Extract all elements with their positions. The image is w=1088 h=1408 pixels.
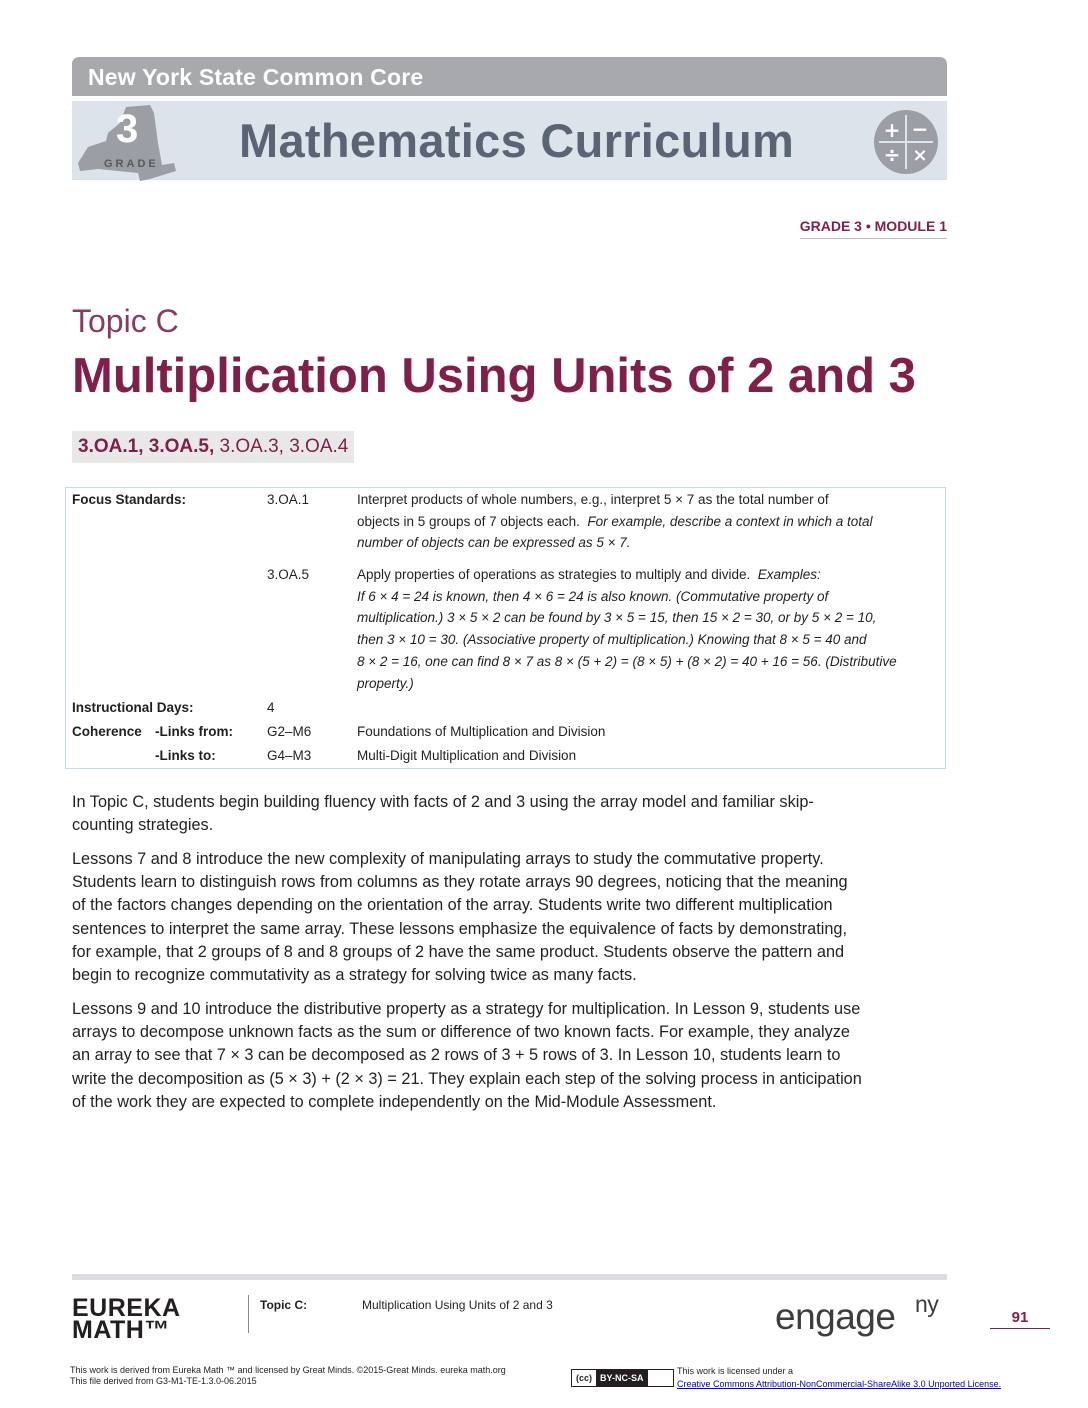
paragraph-line: begin to recognize commutativity as a strategy for solving twice as many facts. xyxy=(72,966,637,985)
creative-commons-badge[interactable]: (cc) BY-NC-SA xyxy=(571,1369,674,1387)
focus-standards-label: Focus Standards: xyxy=(72,492,187,507)
other-standards-codes: 3.OA.3, 3.OA.4 xyxy=(219,436,349,457)
paragraph-line: an array to see that 7 × 3 can be decomposed as 2 rows of 3 + 5 rows of 3. In Lesson 10, students learn to xyxy=(72,1046,841,1065)
svg-text:×: × xyxy=(912,145,928,166)
standard-text: 8 × 2 = 16, one can find 8 × 7 as 8 × (5 + 2) = (8 × 5) + (8 × 2) = 40 + 16 = 56. (Distributive xyxy=(357,654,897,669)
standard-text: property.) xyxy=(357,676,414,691)
banner-title: New York State Common Core xyxy=(88,64,424,90)
links-to-text: Multi-Digit Multiplication and Division xyxy=(357,748,577,763)
file-source-line: This file derived from G3-M1-TE-1.3.0-06.2015 xyxy=(70,1376,257,1386)
math-operations-icon xyxy=(873,109,939,175)
focus-standards-table xyxy=(65,487,946,769)
standard-text: objects in 5 groups of 7 objects each. For example, describe a context in which a total xyxy=(357,514,873,529)
instructional-days-value: 4 xyxy=(267,700,275,715)
paragraph-line: write the decomposition as (5 × 3) + (2 × 3) = 21. They explain each step of the solving process in anticipation xyxy=(72,1069,862,1088)
curriculum-title: Mathematics Curriculum xyxy=(239,114,795,167)
topic-label: Topic C xyxy=(72,303,179,339)
standard-text: If 6 × 4 = 24 is known, then 4 × 6 = 24 is also known. (Commutative property of xyxy=(357,589,829,604)
links-from-text: Foundations of Multiplication and Division xyxy=(357,724,606,739)
focus-standards-codes: 3.OA.1, 3.OA.5, xyxy=(78,436,215,457)
grade-number: 3 xyxy=(116,107,139,151)
eureka-math-logo: EUREKA MATH™ xyxy=(72,1294,181,1344)
standard-text: Interpret products of whole numbers, e.g., interpret 5 × 7 as the total number of xyxy=(357,492,829,507)
lessons-7-8-paragraph xyxy=(72,848,952,987)
svg-text:−: − xyxy=(911,117,929,141)
credit-line: This work is derived from Eureka Math ™ and licensed by Great Minds. ©2015-Great Minds. eureka math.org xyxy=(70,1365,506,1375)
license-link[interactable]: Creative Commons Attribution-NonCommercial-ShareAlike 3.0 Unported License. xyxy=(677,1379,1002,1389)
paragraph-line: In Topic C, students begin building fluency with facts of 2 and 3 using the array model and familiar skip- xyxy=(72,793,814,811)
header-banner xyxy=(72,57,947,96)
cc-icon: (cc) xyxy=(575,1373,592,1383)
links-to-label: -Links to: xyxy=(155,748,216,763)
new-york-state-grade-badge xyxy=(78,103,178,181)
standard-text: then 3 × 10 = 30. (Associative property of multiplication.) Knowing that 8 × 5 = 40 and xyxy=(357,632,867,647)
footer-topic-title: Multiplication Using Units of 2 and 3 xyxy=(362,1298,553,1312)
standard-text: Apply properties of operations as strategies to multiply and divide. Examples: xyxy=(357,567,821,582)
paragraph-line: Students learn to distinguish rows from columns as they rotate arrays 90 degrees, noticing that the meaning xyxy=(72,873,848,892)
footer-divider xyxy=(248,1295,249,1333)
grade-module-tag: GRADE 3 • MODULE 1 xyxy=(800,218,947,239)
paragraph-line: arrays to decompose unknown facts as the sum or difference of two known facts. For example, they analyze xyxy=(72,1023,850,1042)
svg-text:+: + xyxy=(883,118,901,142)
paragraph-line: of the factors changes depending on the orientation of the array. Students write two different multiplication xyxy=(72,896,833,915)
paragraph-line: sentences to interpret the same array. These lessons emphasize the equivalence of facts by demonstrating, xyxy=(72,919,847,938)
standard-text: multiplication.) 3 × 5 × 2 can be found by 3 × 5 = 15, then 15 × 2 = 30, or by 5 × 2 = 10, xyxy=(357,610,877,625)
links-from-code: G2–M6 xyxy=(267,724,312,739)
paragraph-line: for example, that 2 groups of 8 and 8 groups of 2 have the same product. Students observe the pattern and xyxy=(72,942,845,961)
topic-title: Multiplication Using Units of 2 and 3 xyxy=(72,349,916,403)
standards-box xyxy=(72,431,354,463)
intro-paragraph xyxy=(72,791,952,837)
paragraph-line: Lessons 9 and 10 introduce the distributive property as a strategy for multiplication. In Lesson 9, students use xyxy=(72,1000,861,1018)
coherence-label: Coherence xyxy=(72,724,142,739)
instructional-days-label: Instructional Days: xyxy=(72,700,194,715)
engageny-logo: engage ny xyxy=(775,1291,939,1337)
license-text: This work is licensed under a xyxy=(677,1366,794,1376)
page-number: 91 xyxy=(990,1309,1050,1329)
paragraph-line: counting strategies. xyxy=(72,816,214,835)
paragraph-line: Lessons 7 and 8 introduce the new complexity of manipulating arrays to study the commutative property. xyxy=(72,850,824,868)
standard-code: 3.OA.5 xyxy=(267,567,310,582)
lessons-9-10-paragraph xyxy=(72,998,952,1114)
grade-word: GRADE xyxy=(104,158,159,170)
footer-topic-label: Topic C: xyxy=(260,1298,308,1312)
standard-text: number of objects can be expressed as 5 × 7. xyxy=(357,535,631,550)
curriculum-banner xyxy=(72,101,947,180)
svg-text:÷: ÷ xyxy=(883,143,901,167)
links-to-code: G4–M3 xyxy=(267,748,312,763)
links-from-label: -Links from: xyxy=(155,724,234,739)
paragraph-line: of the work they are expected to complete independently on the Mid-Module Assessment. xyxy=(72,1092,717,1111)
footer-rule xyxy=(72,1274,947,1280)
standard-code: 3.OA.1 xyxy=(267,492,310,507)
